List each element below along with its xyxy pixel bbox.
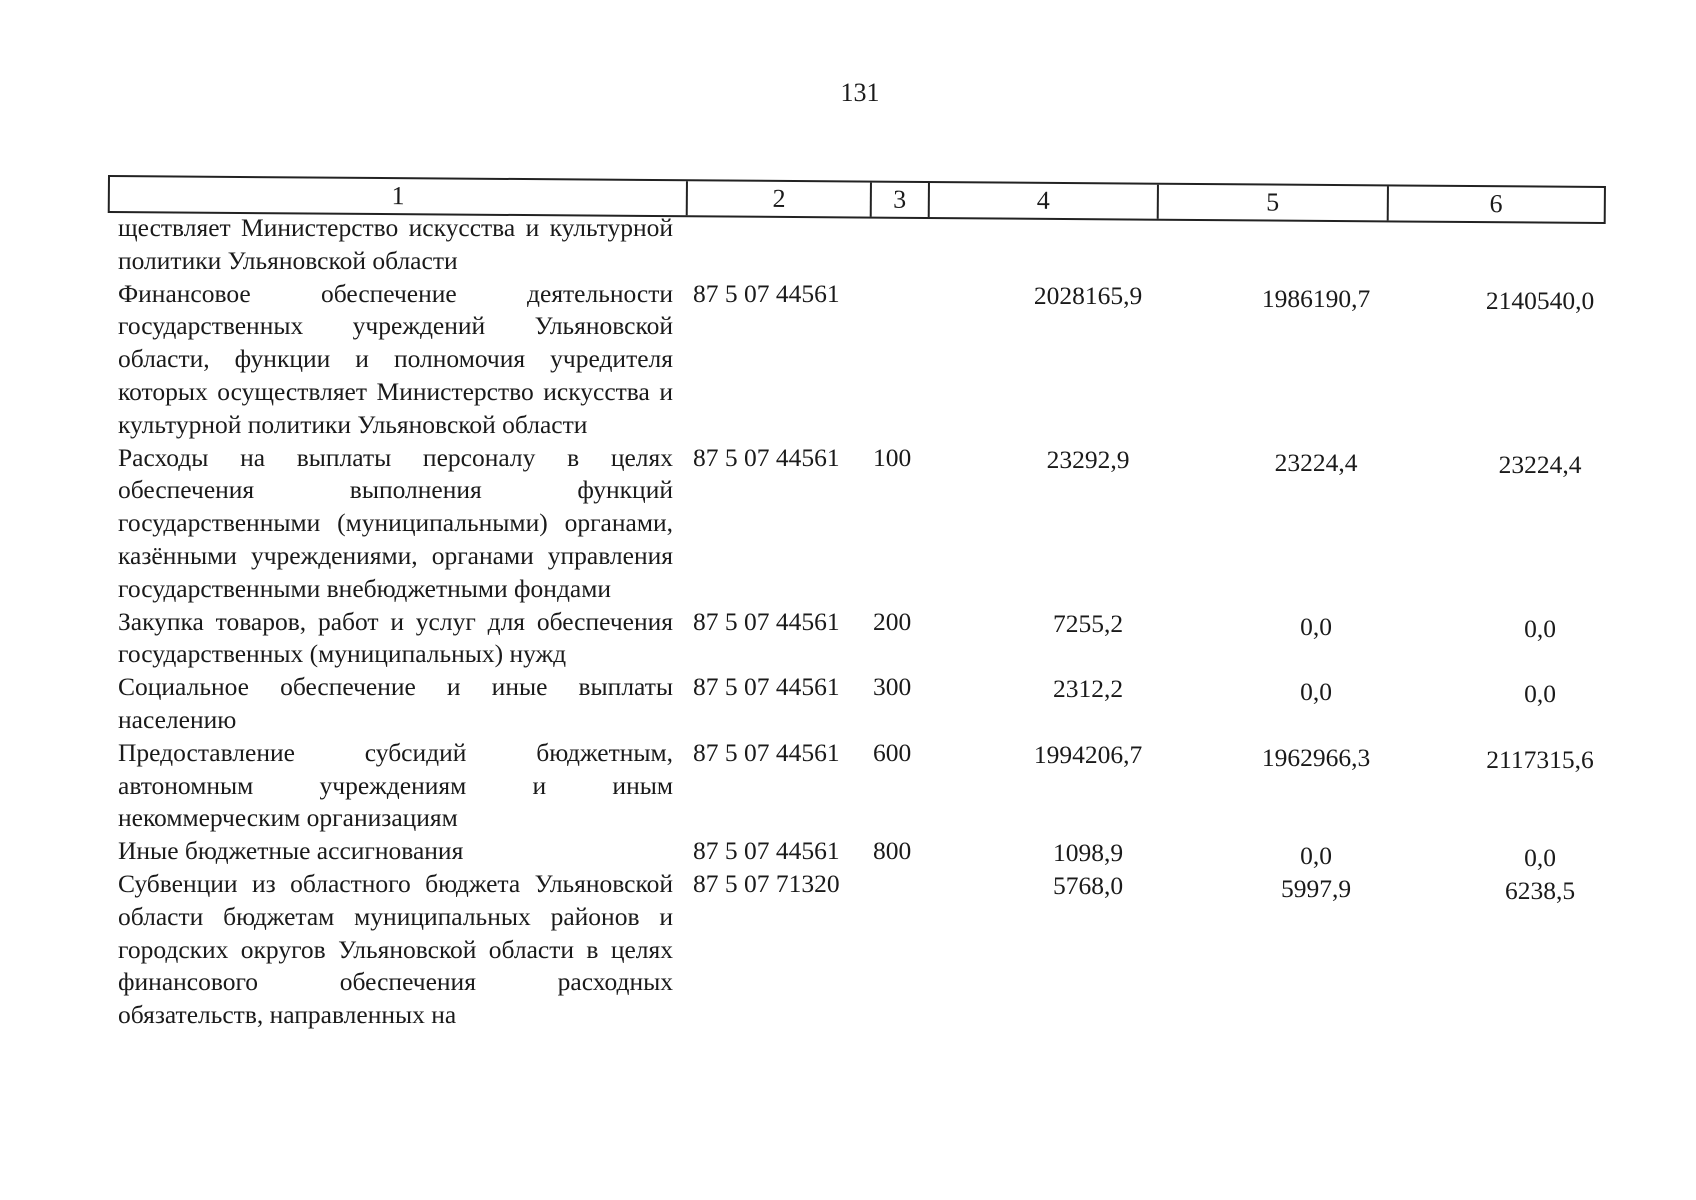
row-target-code: 87 5 07 44561 [693,278,840,308]
row-expense-type: 300 [873,672,912,702]
row-amount-col6: 2140540,0 [1485,285,1595,315]
row-amount-col5: 0,0 [1300,611,1332,641]
table-row [118,278,1598,442]
row-amount-col5: 0,0 [1300,677,1332,707]
row-amount-col5: 0,0 [1300,841,1332,871]
row-amount-col4: 2312,2 [1052,674,1124,704]
header-col-6: 6 [1386,186,1604,222]
row-description: Социальное обеспечение и иные выплаты населению [118,672,673,734]
row-description: Расходы на выплаты персоналу в целях обеспечения выполнения функций государственными (муниципальными) органами, казёнными учреждениями, органами управления государственными внебюджетными фондами [118,442,673,603]
row-amount-col6: 0,0 [1524,679,1556,709]
row-amount-col4: 1098,9 [1052,838,1124,868]
row-description: Иные бюджетные ассигнования [118,836,464,866]
row-target-code: 87 5 07 44561 [693,606,840,636]
row-amount-col5: 1962966,3 [1261,742,1371,772]
row-amount-col4: 1994206,7 [1033,739,1143,769]
table-row [118,835,1598,873]
row-description: ществляет Министерство искусства и культурной политики Ульяновской области [118,213,673,275]
row-amount-col6: 0,0 [1524,613,1556,643]
row-amount-col4: 23292,9 [1046,444,1130,474]
row-amount-col5: 1986190,7 [1261,283,1371,313]
row-amount-col6: 6238,5 [1504,875,1576,905]
page-number: 131 [840,78,880,107]
row-target-code: 87 5 07 44561 [693,836,840,866]
header-col-4: 4 [928,183,1158,219]
header-col-1: 1 [391,181,405,211]
table-row [118,442,1598,606]
row-description: Финансовое обеспечение деятельности государственных учреждений Ульяновской области, функции и полномочия учредителя которых осуществляет Министерство искусства и культурной политики Ульяновской области [118,278,673,439]
header-col-2: 2 [686,181,870,216]
row-description: Закупка товаров, работ и услуг для обеспечения государственных (муниципальных) нужд [118,606,673,669]
header-col-3: 3 [870,183,928,217]
table-row [118,737,1598,835]
row-expense-type: 100 [873,442,912,472]
table-row [118,212,1598,278]
header-col-5: 5 [1157,185,1387,221]
table-row [118,868,1598,1032]
table-row [118,606,1598,672]
row-amount-col6: 23224,4 [1498,449,1582,479]
table-row [118,671,1598,737]
table-body [118,212,1598,1032]
row-amount-col4: 5768,0 [1052,870,1124,900]
row-target-code: 87 5 07 71320 [693,868,840,898]
row-amount-col5: 5997,9 [1280,873,1352,903]
row-amount-col4: 2028165,9 [1033,280,1143,310]
row-description: Предоставление субсидий бюджетным, автономным учреждениям и иным некоммерческим организациям [118,737,673,833]
row-amount-col5: 23224,4 [1274,447,1358,477]
row-target-code: 87 5 07 44561 [693,737,840,767]
row-expense-type: 600 [873,737,912,767]
row-description: Субвенции из областного бюджета Ульяновской области бюджетам муниципальных районов и городских округов Ульяновской области в целях финансового обеспечения расходных обязательств, направленных на [118,868,673,1030]
row-expense-type: 200 [873,606,912,636]
row-expense-type: 800 [873,836,912,866]
row-amount-col6: 2117315,6 [1486,744,1594,774]
row-amount-col4: 7255,2 [1052,608,1124,638]
row-target-code: 87 5 07 44561 [693,442,840,472]
row-target-code: 87 5 07 44561 [693,672,840,702]
row-amount-col6: 0,0 [1524,843,1556,873]
